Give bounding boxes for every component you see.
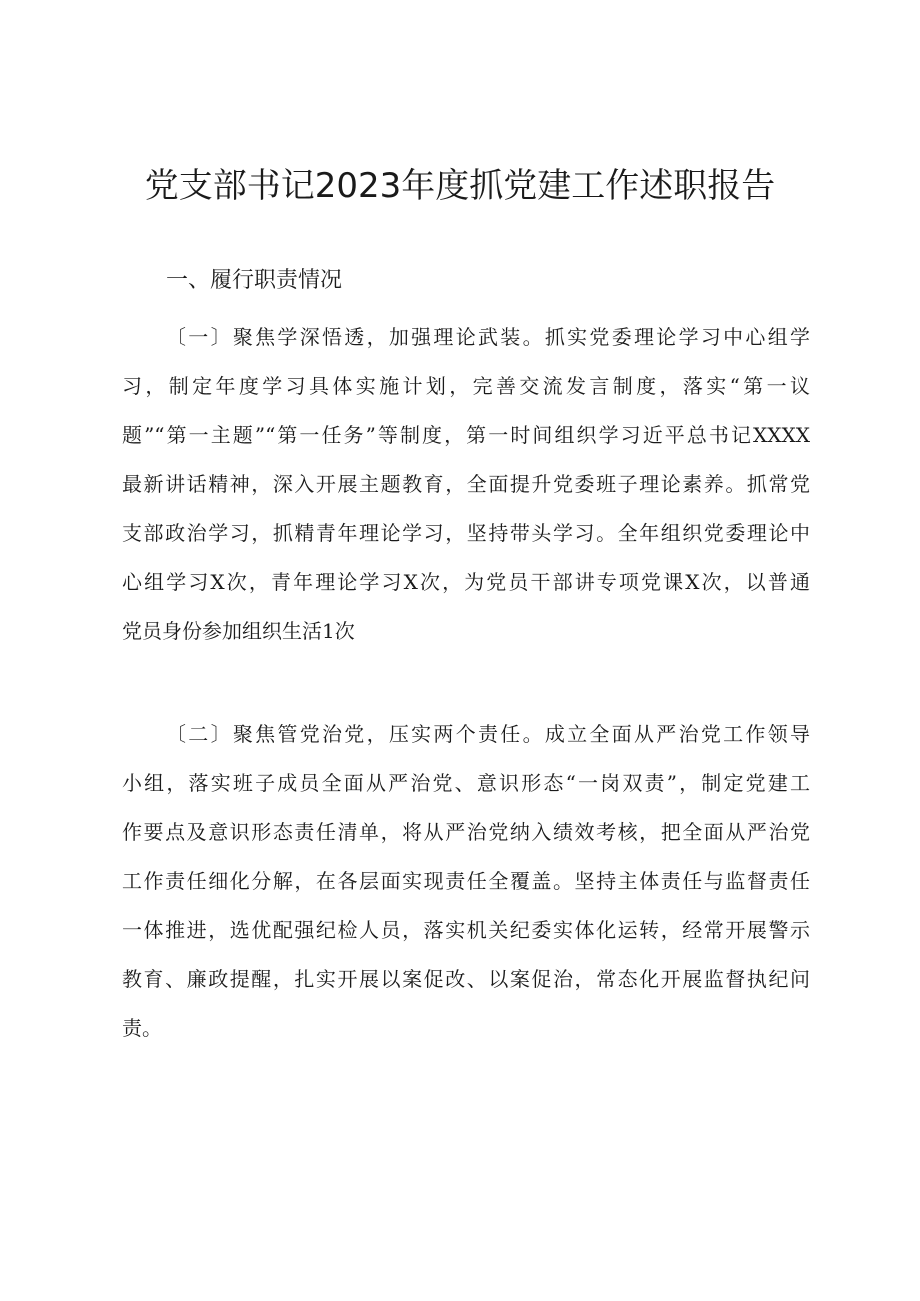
- paragraph-line: 心组学习X次，青年理论学习X次，为党员干部讲专项党课X次，以普通: [122, 570, 810, 594]
- paragraph-line: 习，制定年度学习具体实施计划，完善交流发言制度，落实“第一议: [122, 374, 810, 398]
- paragraph-line: 小组，落实班子成员全面从严治党、意识形态“一岗双责”，制定党建工: [122, 771, 810, 795]
- paragraph-line: 〔一〕聚焦学深悟透，加强理论武装。抓实党委理论学习中心组学: [166, 325, 810, 349]
- paragraph-line: 工作责任细化分解，在各层面实现责任全覆盖。坚持主体责任与监督责任: [122, 869, 810, 893]
- document-title: 党支部书记2023年度抓党建工作述职报告: [144, 166, 776, 206]
- paragraph-line: 一体推进，选优配强纪检人员，落实机关纪委实体化运转，经常开展警示: [122, 918, 810, 942]
- paragraph-theory-study: [122, 313, 810, 656]
- section-heading: 一、履行职责情况: [166, 268, 343, 293]
- paragraph-line: 教育、廉政提醒，扎实开展以案促改、以案促治，常态化开展监督执纪问: [122, 967, 810, 991]
- paragraph-party-governance: [122, 710, 810, 1053]
- paragraph-line: 题”“第一主题”“第一任务”等制度，第一时间组织学习近平总书记XXXX: [122, 423, 810, 447]
- paragraph-line: 最新讲话精神，深入开展主题教育，全面提升党委班子理论素养。抓常党: [122, 472, 810, 496]
- paragraph-line: 责。: [122, 1016, 162, 1040]
- paragraph-line: 作要点及意识形态责任清单，将从严治党纳入绩效考核，把全面从严治党: [122, 820, 810, 844]
- paragraph-line: 〔二〕聚焦管党治党，压实两个责任。成立全面从严治党工作领导: [166, 722, 810, 746]
- paragraph-line: 党员身份参加组织生活1次: [122, 619, 355, 643]
- paragraph-line: 支部政治学习，抓精青年理论学习，坚持带头学习。全年组织党委理论中: [122, 521, 810, 545]
